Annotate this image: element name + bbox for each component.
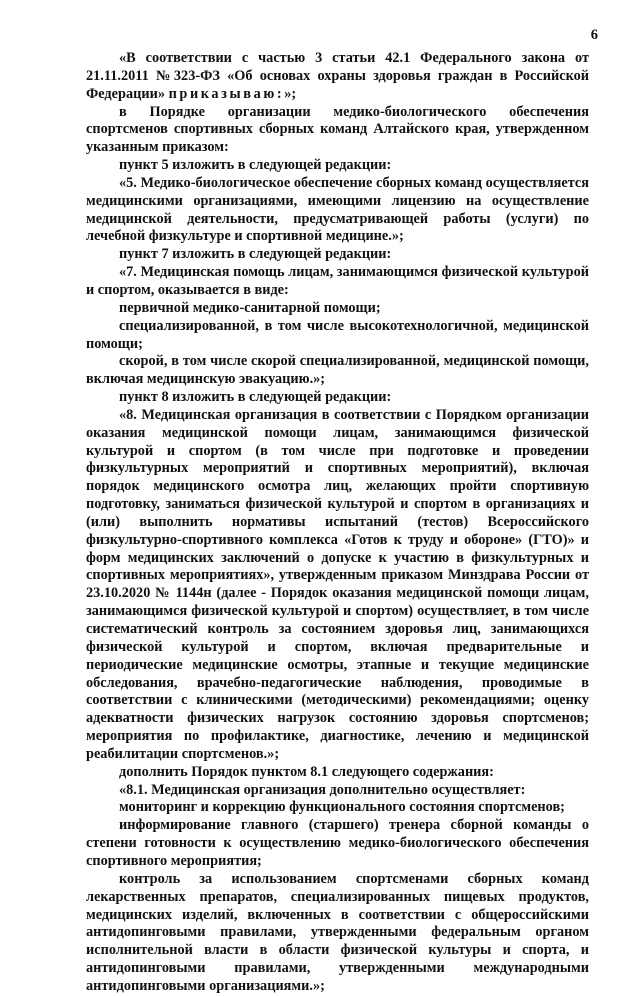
document-body xyxy=(86,50,589,996)
paragraph: «8.1. Медицинская организация дополнительно осуществляет: xyxy=(119,781,526,798)
paragraph: «7. Медицинская помощь лицам, занимающимся физической культурой и спортом, оказывается в виде: xyxy=(86,264,589,298)
preamble-tail: »; xyxy=(284,85,297,102)
paragraph: в Порядке организации медико-биологического обеспечения спортсменов спортивных сборных команд Алтайского края, утвержденном указанным приказом: xyxy=(86,103,589,156)
order-word: приказываю: xyxy=(168,85,285,102)
paragraph-preamble xyxy=(86,50,589,104)
paragraph: «5. Медико-биологическое обеспечение сборных команд осуществляется медицинскими организациями, имеющими лицензию на осуществление медицинской деятельности, предусматривающей работы (услуги) по лечебной физкультуре и спортивной медицине.»; xyxy=(86,174,589,245)
paragraph: «8. Медицинская организация в соответствии с Порядком организации оказания медицинской помощи лицам, занимающимся физической культурой и спортом (в том числе при подготовке и проведении физкультурных мероприятий и спортивных мероприятий), включая порядок медицинского осмотра лиц, желающих пройти спортивную подготовку, заниматься физической культурой и спортом в организациях и (или) выполнить нормативы испытаний (тестов) Всероссийского физкультурно-спортивного комплекса «Готов к труду и обороне» (ГТО)» и форм медицинских заключений о допуске к участию в физкультурных и спортивных мероприятиях», утвержденным приказом Минздрава России от 23.10.2020 № 1144н (далее - Порядок оказания медицинской помощи лицам, занимающимся физической культурой и спортом) осуществляет, в том числе систематический контроль за состоянием здоровья лиц, занимающихся физической культурой и спортом, включая предварительные и периодические медицинские осмотры, этапные и текущие медицинские обследования, врачебно-педагогические наблюдения, проводимые в соответствии с клиническими (методическими) рекомендациями; оценку адекватности физических нагрузок состоянию здоровья спортсменов; мероприятия по профилактике, диагностике, лечению и медицинской реабилитации спортсменов.»; xyxy=(86,406,589,762)
paragraph: первичной медико-санитарной помощи; xyxy=(119,299,381,316)
paragraph: контроль за использованием спортсменами сборных команд лекарственных препаратов, специализированных пищевых продуктов, медицинских изделий, включенных в соответствии с общероссийскими антидопинговыми правилами, утвержденными федеральным органом исполнительной власти в области физической культуры и спорта, и антидопинговыми правилами, утвержденными международными антидопинговыми организациями.»; xyxy=(86,870,589,994)
paragraph: специализированной, в том числе высокотехнологичной, медицинской помощи; xyxy=(86,317,589,352)
paragraph: мониторинг и коррекцию функционального состояния спортсменов; xyxy=(119,799,565,816)
paragraph: пункт 7 изложить в следующей редакции: xyxy=(119,246,392,263)
page-number: 6 xyxy=(590,27,598,43)
paragraph: дополнить Порядок пунктом 8.1 следующего содержания: xyxy=(119,763,494,780)
preamble-text: «В соответствии с частью 3 статьи 42.1 Федерального закона от 21.11.2011 №323-ФЗ «Об основах охраны здоровья граждан в Российской Федерации» xyxy=(86,50,589,102)
paragraph: информирование главного (старшего) тренера сборной команды о степени готовности к осуществлению медико-биологического обеспечения спортивного мероприятия; xyxy=(86,817,589,869)
paragraph: пункт 5 изложить в следующей редакции: xyxy=(119,157,392,174)
paragraph: пункт 8 изложить в следующей редакции: xyxy=(119,389,392,406)
paragraph: скорой, в том числе скорой специализированной, медицинской помощи, включая медицинскую эвакуацию.»; xyxy=(86,353,589,388)
